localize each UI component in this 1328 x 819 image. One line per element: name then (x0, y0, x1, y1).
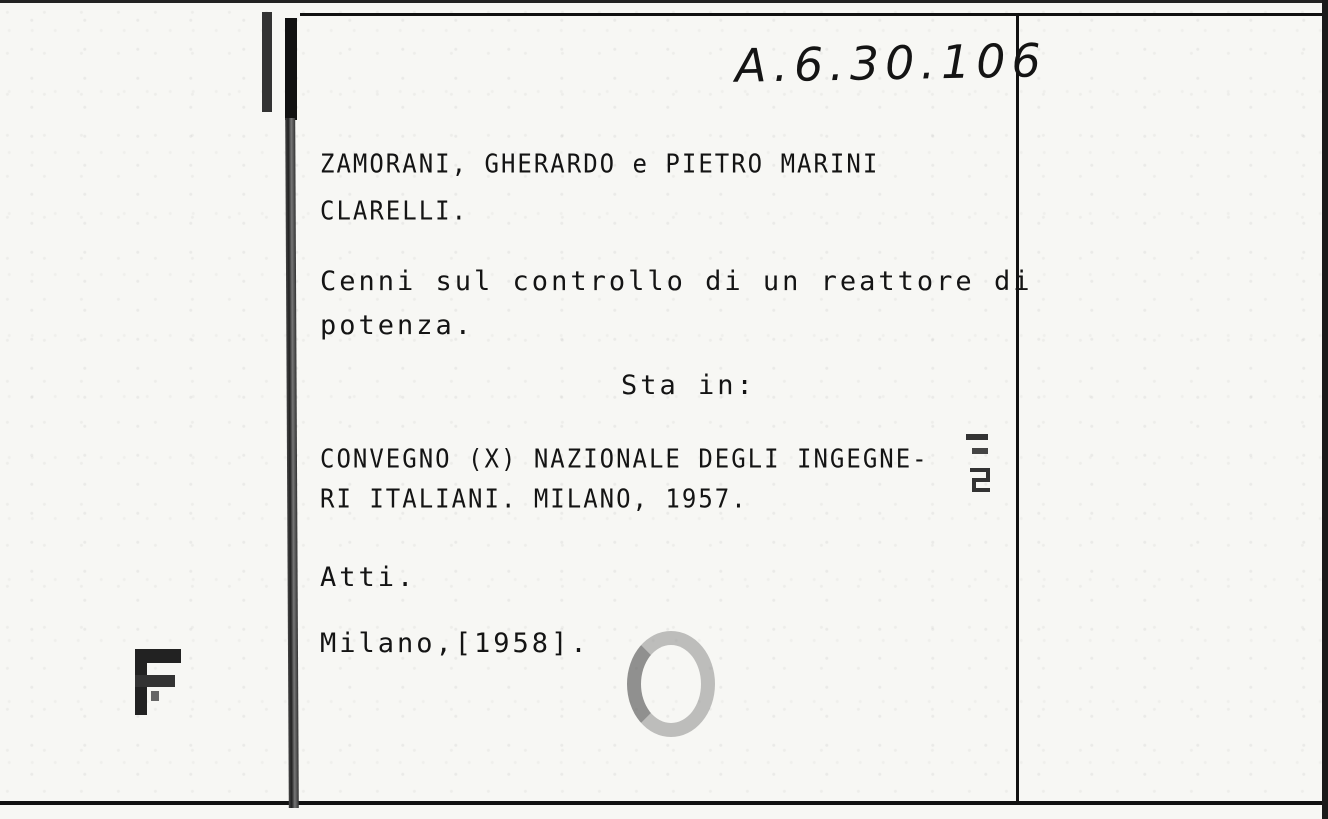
card-tab (285, 18, 297, 120)
conference-line-1: CONVEGNO (X) NAZIONALE DEGLI INGEGNE- (320, 443, 929, 475)
scan-right-border (1322, 0, 1328, 819)
title-line-2: potenza. (320, 310, 475, 341)
imprint: Milano,[1958]. (320, 628, 590, 659)
punch-hole-ring (627, 631, 715, 737)
top-border-line (0, 0, 1328, 3)
author-line-1: ZAMORANI, GHERARDO e PIETRO MARINI (320, 148, 880, 180)
series-note: Atti. (320, 562, 417, 593)
card-tab-shadow (262, 12, 272, 112)
title-line-1: Cenni sul controllo di un reattore di (320, 266, 1033, 297)
f-stamp-mark (133, 647, 185, 717)
conference-line-2: RI ITALIANI. MILANO, 1957. (320, 483, 748, 515)
margin-mark (962, 430, 998, 500)
shelfmark-handwritten: A.6.30.106 (734, 33, 1048, 93)
author-line-2: CLARELLI. (320, 195, 469, 227)
in-label: Sta in: (621, 370, 756, 401)
card-right-edge (1016, 13, 1019, 803)
card-left-edge (285, 118, 299, 808)
card-bottom-edge (0, 801, 1328, 805)
card-top-edge (300, 13, 1328, 16)
